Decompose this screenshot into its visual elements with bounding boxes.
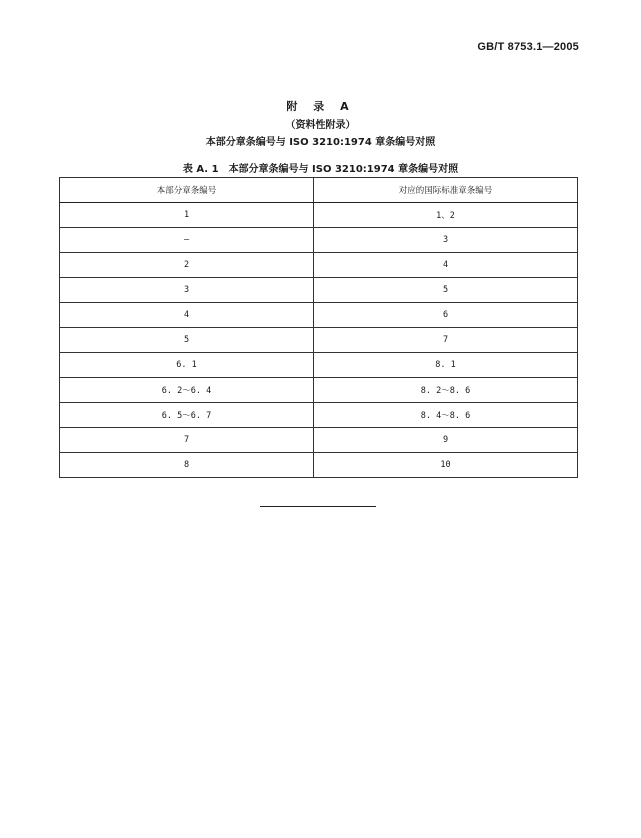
iso-clause: 5 [314,278,578,303]
table-row [60,203,578,228]
this-part-clause: 1 [60,203,314,228]
this-part-clause: 2 [60,253,314,278]
table-row [60,228,578,253]
standard-number: GB/T 8753.1—2005 [477,41,579,53]
this-part-clause: 6. 2～6. 4 [60,378,314,403]
table-row [60,303,578,328]
table-row [60,278,578,303]
iso-clause: 8. 2～8. 6 [314,378,578,403]
chapter-mapping-table [59,177,578,478]
iso-clause: 8. 1 [314,353,578,378]
column-header-iso: 对应的国际标准章条编号 [314,178,578,203]
table-row [60,428,578,453]
iso-clause: 6 [314,303,578,328]
iso-clause: 4 [314,253,578,278]
this-part-clause: 4 [60,303,314,328]
table-caption-text: 本部分章条编号与 ISO 3210:1974 章条编号对照 [228,164,459,175]
iso-clause: 10 [314,453,578,478]
this-part-clause: — [60,228,314,253]
table-row [60,453,578,478]
iso-clause: 8. 4～8. 6 [314,403,578,428]
iso-clause: 9 [314,428,578,453]
this-part-clause: 7 [60,428,314,453]
this-part-clause: 6. 5～6. 7 [60,403,314,428]
table-number: 表 A. 1 [182,164,219,175]
table-row [60,403,578,428]
table-row [60,253,578,278]
end-of-document-rule [260,506,376,507]
table-caption [0,160,641,175]
table-row [60,353,578,378]
table-header-row [60,178,578,203]
annex-title: 附 录 A [286,100,355,113]
annex-type: （资料性附录） [285,120,356,131]
iso-clause: 1、2 [314,203,578,228]
column-header-this-part: 本部分章条编号 [60,178,314,203]
table-row [60,328,578,353]
this-part-clause: 8 [60,453,314,478]
this-part-clause: 3 [60,278,314,303]
annex-heading: 本部分章条编号与 ISO 3210:1974 章条编号对照 [205,137,436,148]
this-part-clause: 5 [60,328,314,353]
iso-clause: 7 [314,328,578,353]
this-part-clause: 6. 1 [60,353,314,378]
iso-clause: 3 [314,228,578,253]
table-row [60,378,578,403]
